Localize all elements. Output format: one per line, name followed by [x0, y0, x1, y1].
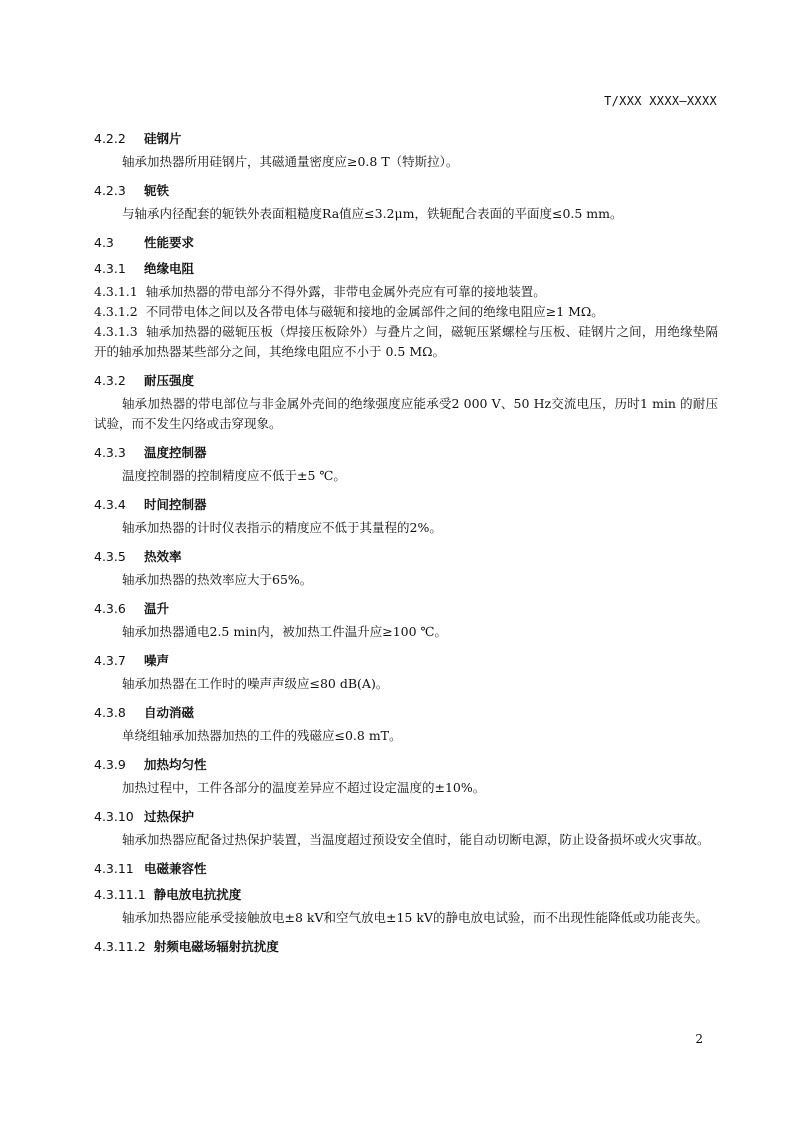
paragraph: 轴承加热器应配备过热保护装置，当温度超过预设安全值时，能自动切断电源，防止设备损坏或火灾事故。 — [122, 832, 710, 847]
section-heading — [94, 256, 718, 282]
section-number: 4.3.1 — [94, 261, 126, 276]
section-title: 时间控制器 — [144, 497, 207, 512]
paragraph: 与轴承内径配套的轭铁外表面粗糙度Ra值应≤3.2μm，铁轭配合表面的平面度≤0.5 mm。 — [122, 206, 623, 221]
section-heading — [94, 126, 718, 152]
section-number: 4.3.9 — [94, 757, 126, 772]
section-number: 4.3.5 — [94, 549, 126, 564]
section-title: 硅钢片 — [144, 131, 182, 146]
section-heading — [94, 492, 718, 518]
section-number: 4.3.4 — [94, 497, 126, 512]
section-number: 4.3.11.1 — [94, 887, 146, 902]
section-title: 电磁兼容性 — [144, 861, 207, 876]
section-heading — [94, 648, 718, 674]
section-title: 轭铁 — [144, 183, 170, 198]
section-title: 噪声 — [144, 653, 170, 668]
section-number: 4.2.2 — [94, 131, 126, 146]
section-number: 4.2.3 — [94, 183, 126, 198]
paragraph: 轴承加热器的热效率应大于65%。 — [122, 572, 313, 587]
section-heading — [94, 178, 718, 204]
section-heading — [94, 596, 718, 622]
paragraph: 轴承加热器所用硅钢片，其磁通量密度应≥0.8 T（特斯拉）。 — [122, 154, 459, 169]
section-heading — [94, 804, 718, 830]
section-title: 耐压强度 — [144, 373, 195, 388]
paragraph: 轴承加热器在工作时的噪声声级应≤80 dB(A)。 — [122, 676, 389, 691]
section-heading — [94, 544, 718, 570]
paragraph: 轴承加热器通电2.5 min内，被加热工件温升应≥100 ℃。 — [122, 624, 448, 639]
section-number: 4.3.8 — [94, 705, 126, 720]
section-title: 静电放电抗扰度 — [153, 887, 242, 902]
section-heading — [94, 856, 718, 882]
section-heading — [94, 700, 718, 726]
clause-text: 不同带电体之间以及各带电体与磁轭和接地的金属部件之间的绝缘电阻应≥1 MΩ。 — [145, 304, 604, 319]
page-number: 2 — [695, 1032, 703, 1046]
section-number: 4.3.6 — [94, 601, 126, 616]
section-title: 射频电磁场辐射抗扰度 — [153, 939, 279, 954]
section-heading — [94, 882, 718, 908]
section-heading — [94, 368, 718, 394]
clause-text: 轴承加热器的带电部分不得外露，非带电金属外壳应有可靠的接地装置。 — [145, 284, 546, 299]
document-code: T/XXX XXXX—XXXX — [604, 94, 717, 108]
section-title: 性能要求 — [144, 235, 195, 250]
clause-number: 4.3.1.3 — [94, 324, 138, 339]
section-number: 4.3.11 — [94, 861, 134, 876]
paragraph: 轴承加热器应能承受接触放电±8 kV和空气放电±15 kV的静电放电试验，而不出现性能降低或功能丧失。 — [122, 910, 708, 925]
section-title: 过热保护 — [144, 809, 195, 824]
paragraph: 轴承加热器的计时仪表指示的精度应不低于其量程的2%。 — [122, 520, 442, 535]
section-title: 自动消磁 — [144, 705, 195, 720]
clause — [94, 282, 718, 302]
section-number: 4.3.2 — [94, 373, 126, 388]
clause-number: 4.3.1.1 — [94, 284, 138, 299]
section-number: 4.3.10 — [94, 809, 134, 824]
section-number: 4.3 — [94, 235, 114, 250]
clause — [94, 302, 718, 322]
section-number: 4.3.11.2 — [94, 939, 146, 954]
section-title: 温升 — [144, 601, 170, 616]
paragraph: 轴承加热器的带电部位与非金属外壳间的绝缘强度应能承受2 000 V、50 Hz交流电压，历时1 min 的耐压试验，而不发生闪络或击穿现象。 — [94, 396, 718, 431]
clause-number: 4.3.1.2 — [94, 304, 138, 319]
paragraph: 单绕组轴承加热器加热的工件的残磁应≤0.8 mT。 — [122, 728, 402, 743]
paragraph: 温度控制器的控制精度应不低于±5 ℃。 — [122, 468, 346, 483]
clause — [94, 322, 718, 362]
section-title: 加热均匀性 — [144, 757, 207, 772]
section-heading — [94, 440, 718, 466]
section-heading — [94, 752, 718, 778]
section-heading — [94, 230, 718, 256]
section-number: 4.3.7 — [94, 653, 126, 668]
section-number: 4.3.3 — [94, 445, 126, 460]
clause-text: 轴承加热器的磁轭压板（焊接压板除外）与叠片之间，磁轭压紧螺栓与压板、硅钢片之间，用绝缘垫隔开的轴承加热器某些部分之间，其绝缘电阻应不小于 0.5 MΩ。 — [94, 324, 718, 359]
section-title: 温度控制器 — [144, 445, 207, 460]
document-body — [94, 126, 718, 960]
section-title: 热效率 — [144, 549, 182, 564]
paragraph: 加热过程中，工件各部分的温度差异应不超过设定温度的±10%。 — [122, 780, 486, 795]
section-title: 绝缘电阻 — [144, 261, 195, 276]
section-heading — [94, 934, 718, 960]
